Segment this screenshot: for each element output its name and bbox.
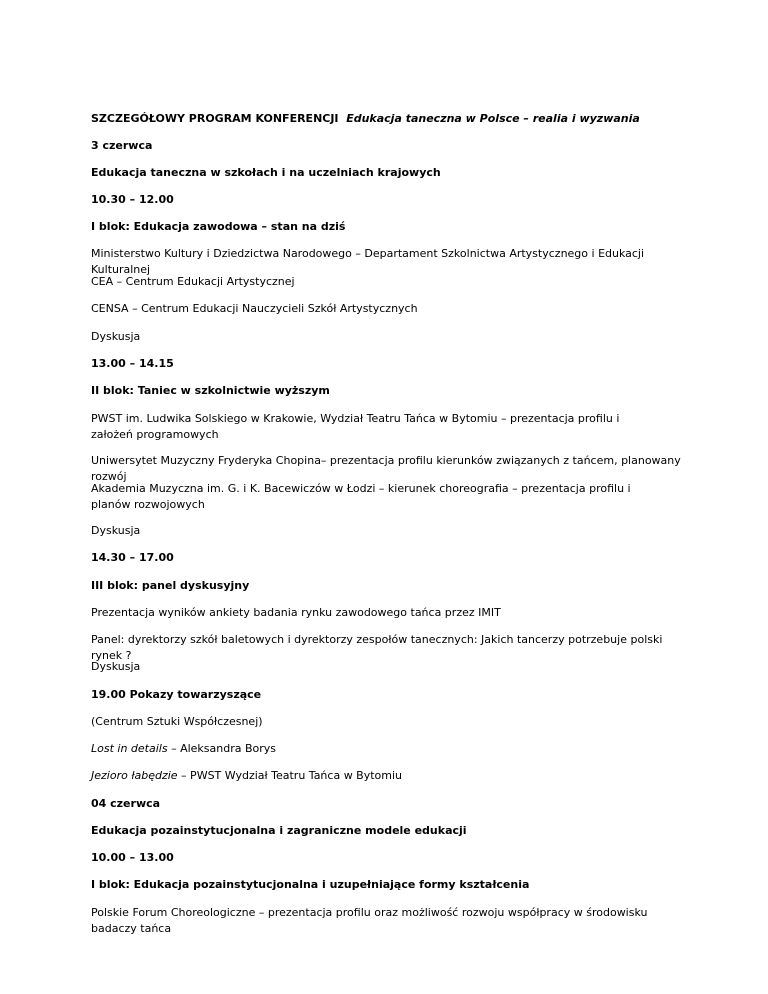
conference-title: Edukacja taneczna w Polsce – realia i wyzwania (346, 112, 640, 125)
day1-date: 3 czerwca (91, 139, 153, 152)
day1-block1-title: I blok: Edukacja zawodowa – stan na dziś (91, 220, 346, 233)
day2-block1-title: I blok: Edukacja pozainstytucjonalna i uzupełniające formy kształcenia (91, 878, 530, 891)
day1-block2-time: 13.00 – 14.15 (91, 357, 174, 370)
day1-block2-title: II blok: Taniec w szkolnictwie wyższym (91, 384, 330, 397)
show-performer: – Aleksandra Borys (167, 742, 277, 755)
day2-theme: Edukacja pozainstytucjonalna i zagraniczne modele edukacji (91, 824, 467, 837)
day1-block3-item: Panel: dyrektorzy szkół baletowych i dyrektorzy zespołów tanecznych: Jakich tancerzy potrzebuje polski rynek ? (91, 633, 663, 662)
day1-evening-title: 19.00 Pokazy towarzyszące (91, 688, 262, 701)
day1-block1-discussion: Dyskusja (91, 330, 141, 343)
show-title: Lost in details (91, 742, 168, 755)
show-title: Jezioro łabędzie (91, 769, 178, 782)
day2-date: 04 czerwca (91, 797, 161, 810)
day1-block2-discussion: Dyskusja (91, 524, 141, 537)
day1-block2-item: PWST im. Ludwika Solskiego w Krakowie, Wydział Teatru Tańca w Bytomiu – prezentacja profilu i założeń programowych (91, 412, 620, 441)
show-item (91, 768, 402, 784)
day1-block3-item: Prezentacja wyników ankiety badania rynku zawodowego tańca przez IMIT (91, 606, 501, 619)
program-heading-label: SZCZEGÓŁOWY PROGRAM KONFERENCJI (91, 112, 339, 125)
day2-block1-time: 10.00 – 13.00 (91, 851, 174, 864)
show-item (91, 741, 276, 757)
day1-block2-item: Akademia Muzyczna im. G. i K. Bacewiczów w Łodzi – kierunek choreografia – prezentacja profilu i planów rozwojowych (91, 482, 631, 511)
day1-block1-time: 10.30 – 12.00 (91, 193, 174, 206)
day2-block1-item: Polskie Forum Choreologiczne – prezentacja profilu oraz możliwość rozwoju współpracy w środowisku badaczy tańca (91, 906, 648, 935)
day1-block3-time: 14.30 – 17.00 (91, 551, 174, 564)
day1-block1-item: Ministerstwo Kultury i Dziedzictwa Narodowego – Departament Szkolnictwa Artystycznego i Edukacji Kulturalnej (91, 247, 645, 276)
day1-block1-item: CEA – Centrum Edukacji Artystycznej (91, 275, 295, 288)
day1-block3-discussion: Dyskusja (91, 660, 141, 673)
day1-block1-item: CENSA – Centrum Edukacji Nauczycieli Szkół Artystycznych (91, 302, 418, 315)
day1-block2-item: Uniwersytet Muzyczny Fryderyka Chopina– prezentacja profilu kierunków związanych z tańcem, planowany rozwój (91, 454, 681, 483)
day1-theme: Edukacja taneczna w szkołach i na uczelniach krajowych (91, 166, 441, 179)
day1-evening-venue: (Centrum Sztuki Współczesnej) (91, 715, 263, 728)
show-performer: – PWST Wydział Teatru Tańca w Bytomiu (177, 769, 403, 782)
program-heading (91, 111, 640, 127)
day1-block3-title: III blok: panel dyskusyjny (91, 579, 250, 592)
